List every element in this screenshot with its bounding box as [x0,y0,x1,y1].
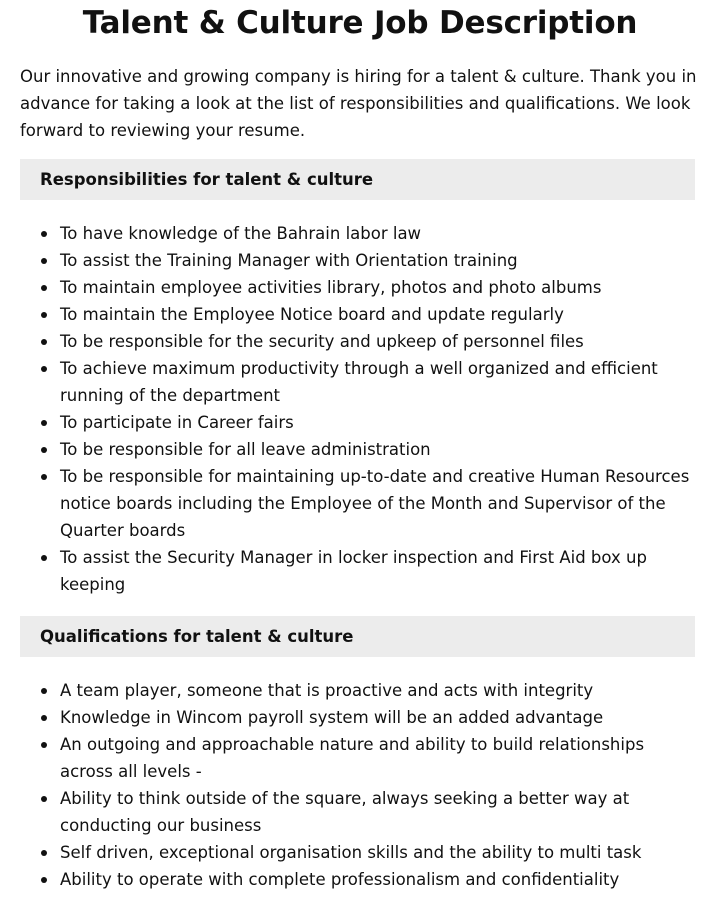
bullet-icon [41,258,47,264]
bullet-icon [41,850,47,856]
list-item [60,355,700,409]
bullet-icon [41,312,47,318]
list-item-text: Ability to think outside of the square, always seeking a better way at conducting our business [60,789,630,835]
bullet-icon [41,796,47,802]
bullet-icon [41,474,47,480]
bullet-icon [41,339,47,345]
list-item [60,247,700,274]
list-item-text: A team player, someone that is proactive and acts with integrity [60,681,594,700]
responsibilities-list [20,220,700,598]
list-item [60,328,700,355]
list-item-text: To be responsible for the security and upkeep of personnel files [60,332,584,351]
list-item-text: An outgoing and approachable nature and ability to build relationships across all levels - [60,735,645,781]
list-item [60,866,700,893]
list-item-text: To have knowledge of the Bahrain labor law [60,224,422,243]
list-item [60,436,700,463]
list-item [60,301,700,328]
list-item [60,463,700,544]
page-title: Talent & Culture Job Description [82,5,638,41]
bullet-icon [41,420,47,426]
list-item-text: Ability to operate with complete professionalism and confidentiality [60,870,620,889]
intro-paragraph: Our innovative and growing company is hiring for a talent & culture. Thank you in advance for taking a look at the list of responsibilities and qualifications. We look forward to reviewing your resume. [20,67,697,140]
list-item-text: Knowledge in Wincom payroll system will be an added advantage [60,708,604,727]
list-item-text: To participate in Career fairs [60,413,294,432]
qualifications-list [20,677,700,893]
bullet-icon [41,715,47,721]
list-item-text: To be responsible for all leave administration [60,440,431,459]
bullet-icon [41,877,47,883]
list-item [60,274,700,301]
bullet-icon [41,447,47,453]
list-item [60,731,700,785]
list-item [60,839,700,866]
bullet-icon [41,366,47,372]
list-item-text: Self driven, exceptional organisation skills and the ability to multi task [60,843,642,862]
responsibilities-heading: Responsibilities for talent & culture [20,159,695,200]
list-item-text: To assist the Security Manager in locker inspection and First Aid box up keeping [60,548,647,594]
list-item [60,544,700,598]
list-item-text: To be responsible for maintaining up-to-date and creative Human Resources notice boards including the Employee of the Month and Supervisor of the Quarter boards [60,467,690,540]
list-item-text: To maintain employee activities library, photos and photo albums [60,278,602,297]
list-item-text: To assist the Training Manager with Orientation training [60,251,518,270]
list-item [60,409,700,436]
bullet-icon [41,555,47,561]
list-item [60,785,700,839]
bullet-icon [41,742,47,748]
list-item [60,704,700,731]
list-item [60,677,700,704]
list-item [60,220,700,247]
bullet-icon [41,688,47,694]
bullet-icon [41,285,47,291]
list-item-text: To maintain the Employee Notice board and update regularly [60,305,564,324]
qualifications-heading: Qualifications for talent & culture [20,616,695,657]
bullet-icon [41,231,47,237]
list-item-text: To achieve maximum productivity through a well organized and efficient running of the department [60,359,658,405]
